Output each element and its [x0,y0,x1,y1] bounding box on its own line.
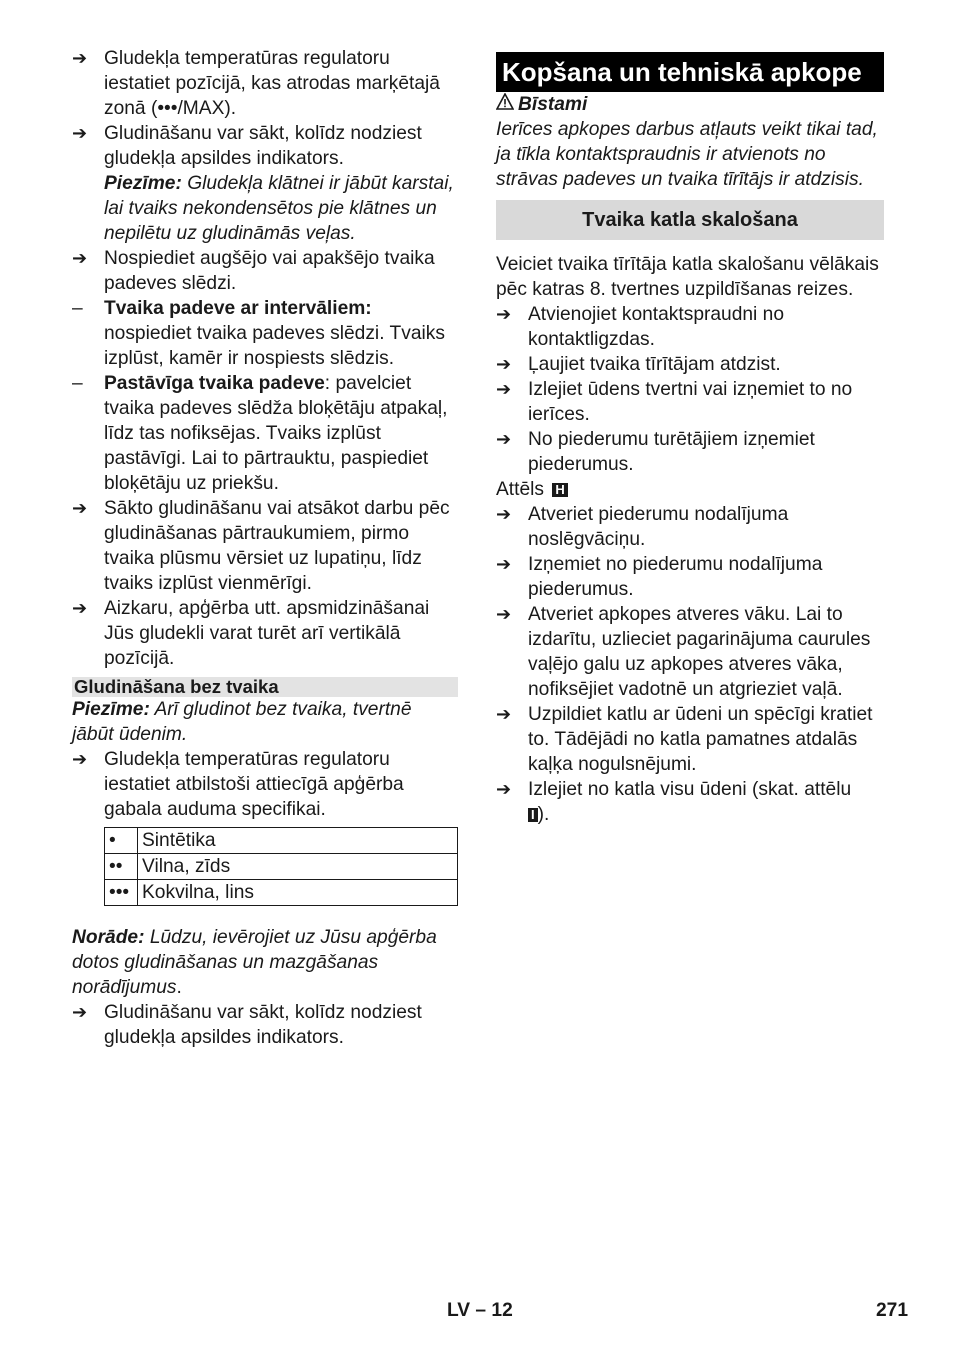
dash-item [72,296,458,371]
arrow-right-icon: ➔ [72,749,88,769]
table-row [105,828,458,854]
instruction-step [72,1000,458,1050]
hint-text: Lūdzu, ievērojiet uz Jūsu apģērba dotos gludināšanas un mazgāšanas norādījumus [72,927,437,998]
arrow-right-icon: ➔ [72,1002,88,1022]
intro-text: Veiciet tvaika tīrītāja katla skalošanu vēlākais pēc katras 8. tvertnes uzpildīšanas reizes. [496,254,879,300]
step-text: Ļaujiet tvaika tīrītājam atdzist. [528,354,781,375]
left-column [72,46,458,1050]
setting-dots: ••• [105,880,138,906]
right-column [496,46,884,827]
arrow-right-icon: ➔ [72,248,88,268]
page-label: LV – 12 [447,1300,513,1321]
dash-bullet: – [72,298,83,319]
instruction-step [72,496,458,596]
step-text: No piederumu turētājiem izņemiet piederumus. [528,429,815,475]
step-text: Atvienojiet kontaktspraudni no kontaktligzdas. [528,304,784,350]
subsection-heading: Gludināšana bez tvaika [72,677,458,697]
warning-label: Bīstami [518,94,588,115]
hint [72,925,458,1000]
dash-text: : pavelciet tvaika padeves slēdža bloķētāju atpakaļ, līdz tas nofiksējas. Tvaiks izplūst pastāvīgi. Lai to pārtrauktu, paspiediet bloķētāju uz priekšu. [104,373,448,494]
instruction-step [72,596,458,671]
step-text: Atveriet piederumu nodalījuma noslēgvāciņu. [528,504,789,550]
step-text: Gludināšanu var sākt, kolīdz nodziest gludekļa apsildes indikators. [104,1002,422,1048]
warning-triangle-icon [496,92,518,117]
arrow-right-icon: ➔ [496,604,512,624]
setting-dots: • [105,828,138,854]
instruction-step [72,246,458,296]
arrow-right-icon: ➔ [496,779,512,799]
dash-text: nospiediet tvaika padeves slēdzi. Tvaiks izplūst, kamēr ir nospiests slēdzis. [104,323,445,369]
instruction-step [72,121,458,246]
note-label: Piezīme: [104,173,182,194]
instruction-step [496,552,884,602]
note-text: Gludekļa klātnei ir jābūt karstai, lai tvaiks nekondensētos pie klātnes un nepilētu uz gludināmās veļas. [104,173,454,244]
arrow-right-icon: ➔ [496,504,512,524]
note-text: Arī gludinot bez tvaika, tvertnē jābūt ūdenim. [72,699,412,745]
figure-badge: H [552,483,567,497]
step-text: Izlejiet ūdens tvertni vai izņemiet to no ierīces. [528,379,853,425]
note [72,697,458,747]
table-row [105,854,458,880]
step-text: Gludekļa temperatūras regulatoru iestatiet atbilstoši attiecīgā apģērba gabala auduma specifikai. [104,749,404,820]
arrow-right-icon: ➔ [496,704,512,724]
step-text: Aizkaru, apģērba utt. apsmidzināšanai Jūs gludekli varat turēt arī vertikālā pozīcijā. [104,598,430,669]
step-text: Gludināšanu var sākt, kolīdz nodziest gludekļa apsildes indikators. [104,123,422,169]
arrow-right-icon: ➔ [72,123,88,143]
instruction-step [496,777,884,827]
dash-bullet: – [72,373,83,394]
arrow-right-icon: ➔ [72,598,88,618]
table-row [105,880,458,906]
instruction-step [496,602,884,702]
instruction-step [496,302,884,352]
instruction-step [496,352,884,377]
setting-label: Kokvilna, lins [138,880,458,906]
subsection-heading: Tvaika katla skalošana [496,200,884,240]
instruction-step [496,427,884,477]
arrow-right-icon: ➔ [496,304,512,324]
hint-end: . [176,977,182,998]
instruction-step [72,747,458,822]
arrow-right-icon: ➔ [72,498,88,518]
dash-item [72,371,458,496]
setting-dots: •• [105,854,138,880]
step-text: Uzpildiet katlu ar ūdeni un spēcīgi kratiet to. Tādējādi no katla pamatnes atdalās kaļķa nogulsnējumi. [528,704,873,775]
arrow-right-icon: ➔ [496,354,512,374]
temperature-settings-table [104,827,458,906]
step-text: Sākto gludināšanu vai atsākot darbu pēc gludināšanas pārtraukumiem, pirmo tvaika plūsmu vērsiet uz lupatiņu, līdz tvaiks izplūst vienmērīgi. [104,498,450,594]
step-text: Izlejiet no katla visu ūdeni (skat. attēlu [528,779,852,800]
instruction-step [72,46,458,121]
instruction-step [496,702,884,777]
note-label: Piezīme: [72,699,150,720]
step-text: Izņemiet no piederumu nodalījuma piederumus. [528,554,823,600]
step-text: Nospiediet augšējo vai apakšējo tvaika padeves slēdzi. [104,248,435,294]
figure-badge: I [528,808,538,822]
step-text-end: ). [537,804,550,825]
warning-text: Ierīces apkopes darbus atļauts veikt tikai tad, ja tīkla kontaktspraudnis ir atvienots no strāvas padeves un tvaika tīrītājs ir atdzisis. [496,119,878,190]
figure-label: Attēls [496,479,544,500]
arrow-right-icon: ➔ [72,48,88,68]
warning-heading [496,92,884,117]
section-title: Kopšana un tehniskā apkope [496,52,884,92]
page-number: 271 [876,1300,909,1321]
instruction-step [496,502,884,552]
figure-reference [496,477,884,502]
hint-label: Norāde: [72,927,145,948]
dash-label: Pastāvīga tvaika padeve [104,373,325,394]
setting-label: Sintētika [138,828,458,854]
setting-label: Vilna, zīds [138,854,458,880]
dash-label: Tvaika padeve ar intervāliem: [104,298,372,319]
step-text: Atveriet apkopes atveres vāku. Lai to izdarītu, uzlieciet pagarinājuma caurules vaļējo galu uz apkopes atveres vāka, nofiksējiet vadotnē un atgrieziet vaļā. [528,604,871,700]
arrow-right-icon: ➔ [496,429,512,449]
step-text: Gludekļa temperatūras regulatoru iestatiet pozīcijā, kas atrodas marķētajā zonā (•••/MAX). [104,48,440,119]
arrow-right-icon: ➔ [496,379,512,399]
arrow-right-icon: ➔ [496,554,512,574]
instruction-step [496,377,884,427]
